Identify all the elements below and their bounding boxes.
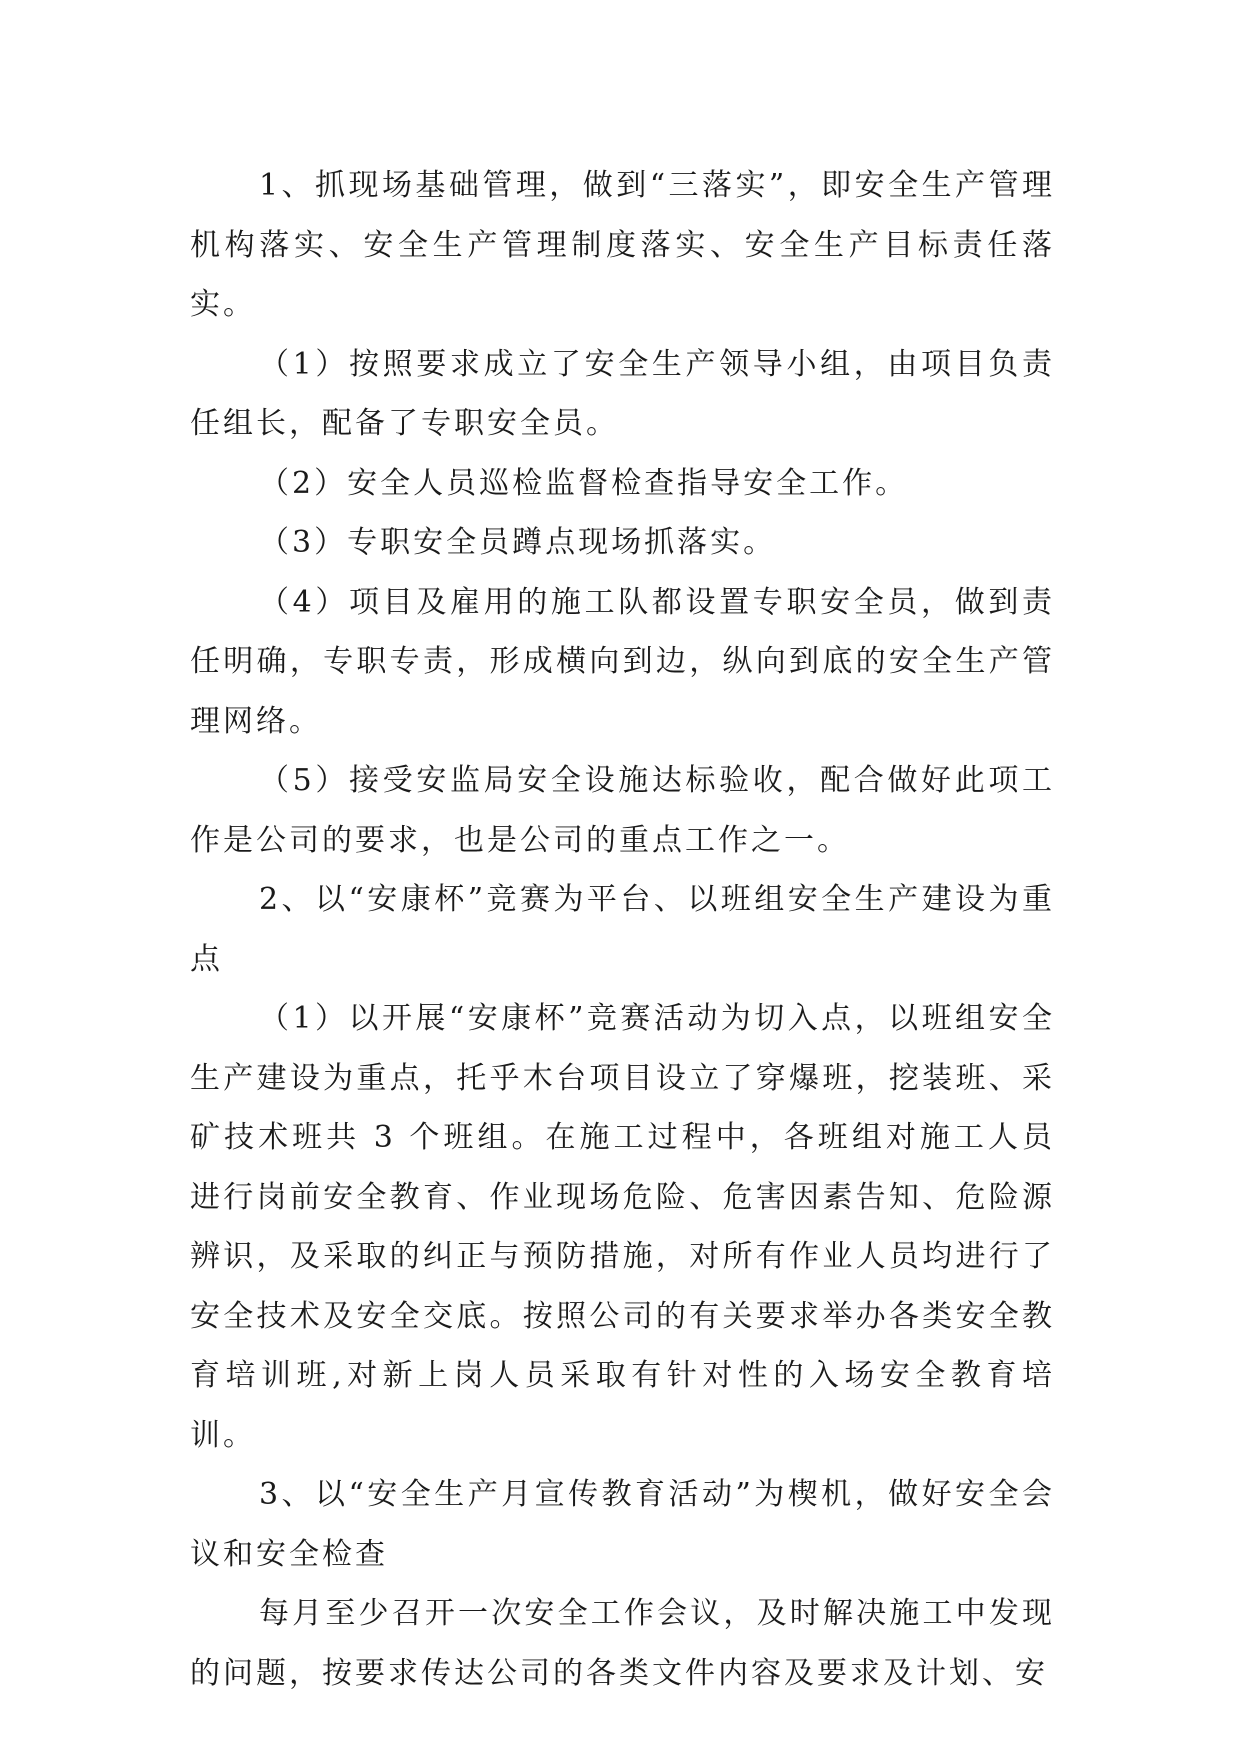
- paragraph-6: （5）接受安监局安全设施达标验收，配合做好此项工作是公司的要求，也是公司的重点工作之一。: [190, 763, 1055, 858]
- paragraph-2: （1）按照要求成立了安全生产领导小组，由项目负责任组长，配备了专职安全员。: [190, 346, 1055, 441]
- paragraph-4: （3）专职安全员蹲点现场抓落实。: [259, 525, 777, 560]
- paragraph-8: （1）以开展“安康杯”竞赛活动为切入点，以班组安全生产建设为重点，托乎木台项目设立了穿爆班，挖装班、采矿技术班共 3 个班组。在施工过程中，各班组对施工人员进行岗前安全教育、作业现场危险、危害因素告知、危险源辨识，及采取的纠正与预防措施，对所有作业人员均进行了安全技术及安全交底。按照公司的有关要求举办各类安全教育培训班,对新上岗人员采取有针对性的入场安全教育培训。: [190, 1001, 1055, 1453]
- paragraph-10: 每月至少召开一次安全工作会议，及时解决施工中发现的问题，按要求传达公司的各类文件内容及要求及计划、安: [190, 1596, 1055, 1691]
- paragraph-9: 3、以“安全生产月宣传教育活动”为楔机，做好安全会议和安全检查: [190, 1477, 1055, 1572]
- paragraph-5: （4）项目及雇用的施工队都设置专职安全员，做到责任明确，专职专责，形成横向到边，纵向到底的安全生产管理网络。: [190, 584, 1055, 739]
- paragraph-1: 1、抓现场基础管理，做到“三落实”，即安全生产管理机构落实、安全生产管理制度落实、安全生产目标责任落实。: [190, 168, 1055, 322]
- document-body: [190, 156, 1055, 1703]
- paragraph-3: （2）安全人员巡检监督检查指导安全工作。: [259, 465, 909, 501]
- paragraph-7: 2、以“安康杯”竞赛为平台、以班组安全生产建设为重点: [190, 882, 1055, 977]
